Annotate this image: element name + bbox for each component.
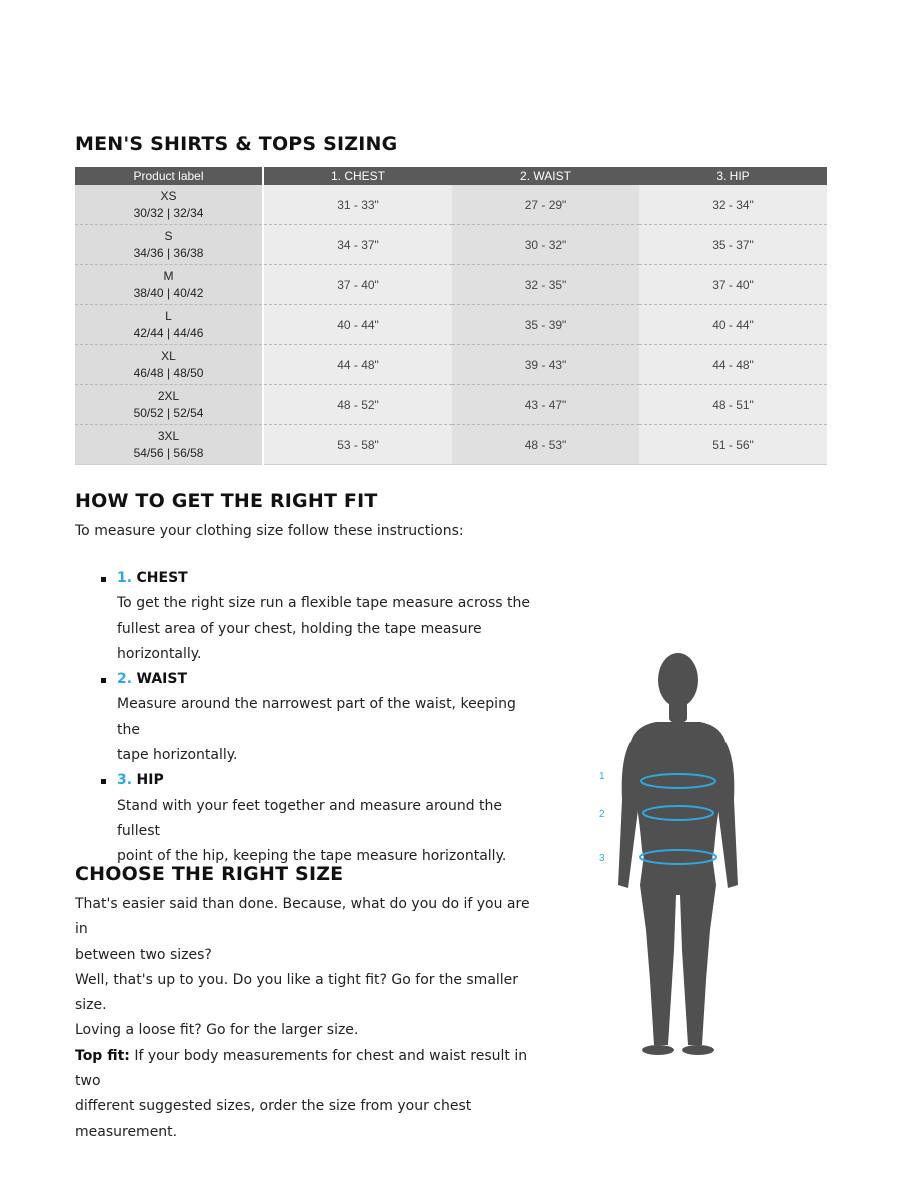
body-figure <box>590 650 760 1060</box>
size-eu-label: 54/56 | 56/58 <box>133 445 204 460</box>
chest-cell: 34 - 37" <box>263 225 452 265</box>
size-eu-label: 38/40 | 40/42 <box>133 285 204 300</box>
sizing-title: MEN'S SHIRTS & TOPS SIZING <box>75 133 398 155</box>
measurement-steps <box>100 566 530 870</box>
step-title: WAIST <box>136 671 188 688</box>
table-row <box>75 265 827 305</box>
choose-line: different suggested sizes, order the size from your chest <box>75 1098 472 1115</box>
measurement-step <box>100 667 530 768</box>
size-eu-label: 30/32 | 32/34 <box>133 205 204 220</box>
chest-cell: 37 - 40" <box>263 265 452 305</box>
size-label-cell <box>75 225 263 265</box>
size-name: L <box>165 308 172 323</box>
table-row <box>75 345 827 385</box>
hip-cell: 40 - 44" <box>639 305 827 345</box>
choose-line: Well, that's up to you. Do you like a tight fit? Go for the smaller size. <box>75 971 519 1014</box>
measurement-step <box>100 768 530 869</box>
hip-cell: 44 - 48" <box>639 345 827 385</box>
topfit-label: Top fit: <box>75 1047 130 1064</box>
body-silhouette-icon <box>590 650 760 1060</box>
table-header-row <box>75 167 827 185</box>
marker-hip: 3 <box>599 853 605 864</box>
size-eu-label: 42/44 | 44/46 <box>133 325 204 340</box>
size-name: M <box>163 268 174 283</box>
size-label-cell <box>75 185 263 225</box>
step-text: To get the right size run a flexible tape measure across the <box>117 595 531 612</box>
chest-cell: 31 - 33" <box>263 185 452 225</box>
choose-text <box>75 892 535 1145</box>
size-eu-label: 34/36 | 36/38 <box>133 245 204 260</box>
size-label-cell <box>75 345 263 385</box>
size-label-cell <box>75 305 263 345</box>
size-eu-label: 50/52 | 52/54 <box>133 405 204 420</box>
chest-cell: 44 - 48" <box>263 345 452 385</box>
step-text: Measure around the narrowest part of the waist, keeping the <box>117 696 516 738</box>
choose-line: If your body measurements for chest and waist result in two <box>75 1047 528 1090</box>
table-row <box>75 425 827 465</box>
step-text: Stand with your feet together and measure around the fullest <box>117 797 503 839</box>
step-text: tape horizontally. <box>117 747 238 764</box>
choose-line: That's easier said than done. Because, what do you do if you are in <box>75 896 530 938</box>
waist-cell: 39 - 43" <box>452 345 639 385</box>
measurement-step <box>100 566 530 667</box>
step-title: HIP <box>136 772 164 789</box>
choose-line: Loving a loose fit? Go for the larger size. <box>75 1022 359 1039</box>
size-name: 2XL <box>157 388 180 403</box>
step-number: 1. <box>117 570 133 586</box>
size-name: XL <box>161 348 176 363</box>
choose-line: between two sizes? <box>75 946 212 963</box>
hip-cell: 35 - 37" <box>639 225 827 265</box>
size-label-cell <box>75 265 263 305</box>
fit-title: HOW TO GET THE RIGHT FIT <box>75 490 378 512</box>
step-text: horizontally. <box>117 645 202 662</box>
hip-cell: 32 - 34" <box>639 185 827 225</box>
step-title: CHEST <box>136 570 188 586</box>
size-table <box>75 167 827 465</box>
marker-waist: 2 <box>599 809 605 820</box>
header-chest: 1. CHEST <box>263 167 452 185</box>
hip-cell: 48 - 51" <box>639 385 827 425</box>
chest-cell: 40 - 44" <box>263 305 452 345</box>
waist-cell: 27 - 29" <box>452 185 639 225</box>
header-hip: 3. HIP <box>639 167 827 185</box>
bullet-icon <box>101 577 106 582</box>
size-label-cell <box>75 385 263 425</box>
bullet-icon <box>101 678 106 683</box>
step-number: 3. <box>117 772 133 789</box>
fit-intro: To measure your clothing size follow these instructions: <box>75 523 464 539</box>
table-row <box>75 305 827 345</box>
size-name: 3XL <box>157 428 180 443</box>
table-row <box>75 225 827 265</box>
waist-cell: 30 - 32" <box>452 225 639 265</box>
chest-cell: 53 - 58" <box>263 425 452 465</box>
bullet-icon <box>101 779 106 784</box>
choose-title: CHOOSE THE RIGHT SIZE <box>75 863 344 885</box>
marker-chest: 1 <box>599 771 605 782</box>
waist-cell: 32 - 35" <box>452 265 639 305</box>
header-product-label: Product label <box>75 167 263 185</box>
size-label-cell <box>75 425 263 465</box>
chest-cell: 48 - 52" <box>263 385 452 425</box>
waist-cell: 35 - 39" <box>452 305 639 345</box>
choose-line: measurement. <box>75 1123 178 1140</box>
size-eu-label: 46/48 | 48/50 <box>133 365 204 380</box>
size-name: S <box>164 228 173 243</box>
step-text: point of the hip, keeping the tape measure horizontally. <box>117 848 507 865</box>
size-name: XS <box>160 188 177 203</box>
step-number: 2. <box>117 671 133 688</box>
waist-cell: 43 - 47" <box>452 385 639 425</box>
table-row <box>75 185 827 225</box>
hip-cell: 37 - 40" <box>639 265 827 305</box>
waist-cell: 48 - 53" <box>452 425 639 465</box>
table-row <box>75 385 827 425</box>
step-text: fullest area of your chest, holding the tape measure <box>117 620 482 637</box>
hip-cell: 51 - 56" <box>639 425 827 465</box>
header-waist: 2. WAIST <box>452 167 639 185</box>
